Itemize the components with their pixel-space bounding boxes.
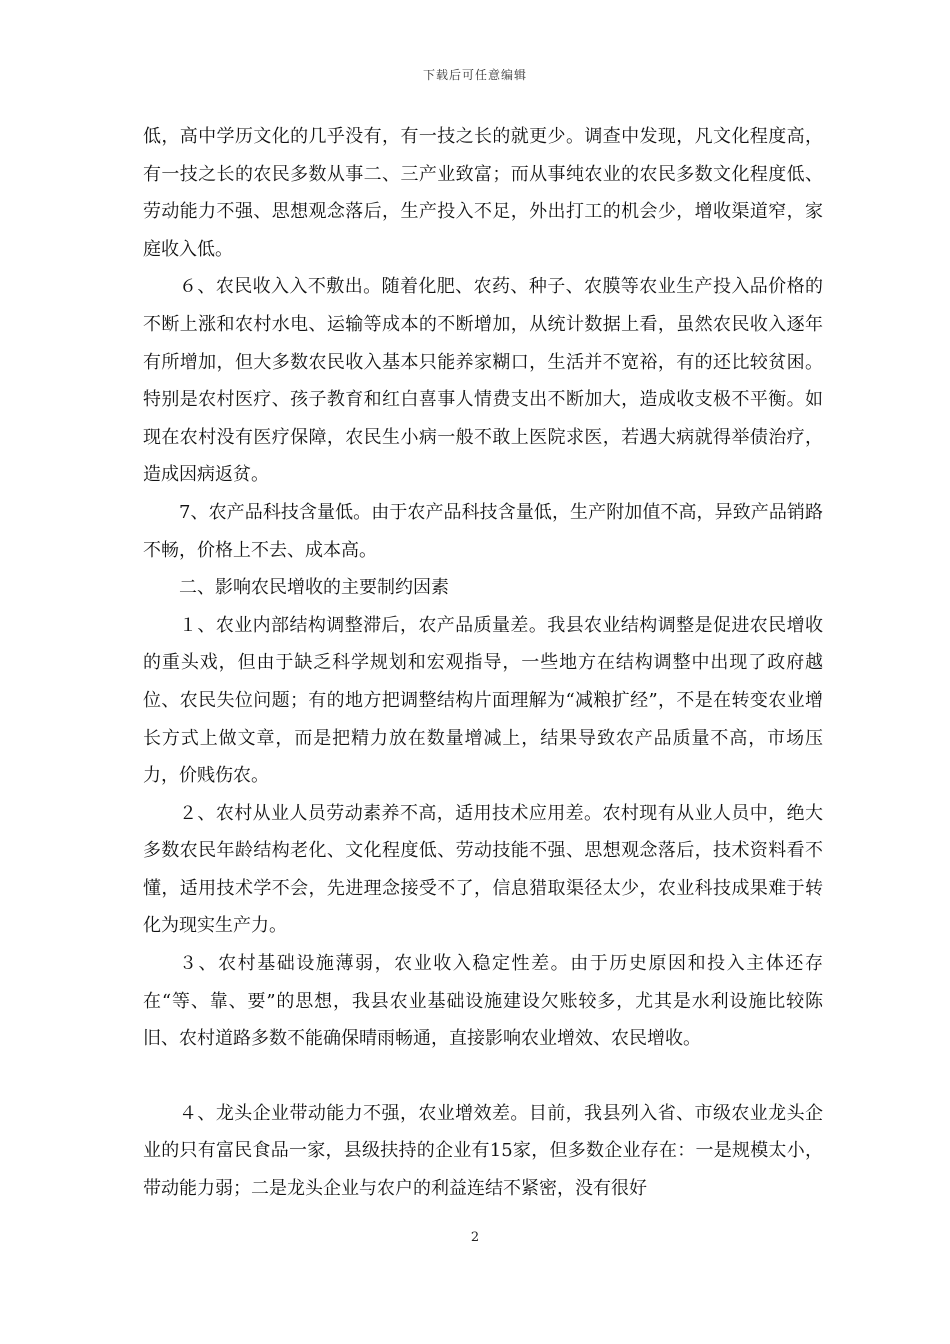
paragraph-item-6-income: ６、农民收入入不敷出。随着化肥、农药、种子、农膜等农业生产投入品价格的不断上涨和农村水电、运输等成本的不断增加，从统计数据上看，虽然农民收入逐年有所增加，但大多数农民收入基本只能养家糊口，生活并不宽裕，有的还比较贫困。特别是农村医疗、孩子教育和红白喜事人情费支出不断加大，造成收支极不平衡。如现在农村没有医疗保障，农民生小病一般不敢上医院求医，若遇大病就得举债治疗，造成因病返贫。 [143, 276, 823, 486]
paragraph-education-continuation: 低，高中学历文化的几乎没有，有一技之长的就更少。调查中发现，凡文化程度高，有一技之长的农民多数从事二、三产业致富；而从事纯农业的农民多数文化程度低、劳动能力不强、思想观念落后，生产投入不足，外出打工的机会少，增收渠道窄，家庭收入低。 [143, 126, 823, 260]
document-body [143, 118, 823, 1208]
paragraph-constraint-1-structure: １、农业内部结构调整滞后，农产品质量差。我县农业结构调整是促进农民增收的重头戏，但由于缺乏科学规划和宏观指导，一些地方在结构调整中出现了政府越位、农民失位问题；有的地方把调整结构片面理解为“减粮扩经”，不是在转变农业增长方式上做文章，而是把精力放在数量增减上，结果导致农产品质量不高，市场压力，价贱伤农。 [143, 614, 823, 787]
page-header: 下载后可任意编辑 [422, 68, 527, 82]
paragraph-constraint-2-labor: ２、农村从业人员劳动素养不高，适用技术应用差。农村现有从业人员中，绝大多数农民年龄结构老化、文化程度低、劳动技能不强、思想观念落后，技术资料看不懂，适用技术学不会，先进理念接受不了，信息猎取渠径太少，农业科技成果难于转化为现实生产力。 [143, 802, 823, 937]
page-number: 2 [470, 1230, 480, 1245]
paragraph-constraint-4-enterprises: ４、龙头企业带动能力不强，农业增效差。目前，我县列入省、市级农业龙头企业的只有富民食品一家，县级扶持的企业有15家，但多数企业存在：一是规模太小，带动能力弱；二是龙头企业与农户的利益连结不紧密，没有很好 [143, 1102, 823, 1200]
paragraph-constraint-3-infrastructure: ３、农村基础设施薄弱，农业收入稳定性差。由于历史原因和投入主体还存在“等、靠、要”的思想，我县农业基础设施建设欠账较多，尤其是水利设施比较陈旧、农村道路多数不能确保晴雨畅通，直接影响农业增效、农民增收。 [143, 953, 823, 1050]
section-heading-constraints: 二、影响农民增收的主要制约因素 [179, 577, 449, 599]
paragraph-item-7-technology: 7、农产品科技含量低。由于农产品科技含量低，生产附加值不高，异致产品销路不畅，价格上不去、成本高。 [143, 501, 823, 561]
